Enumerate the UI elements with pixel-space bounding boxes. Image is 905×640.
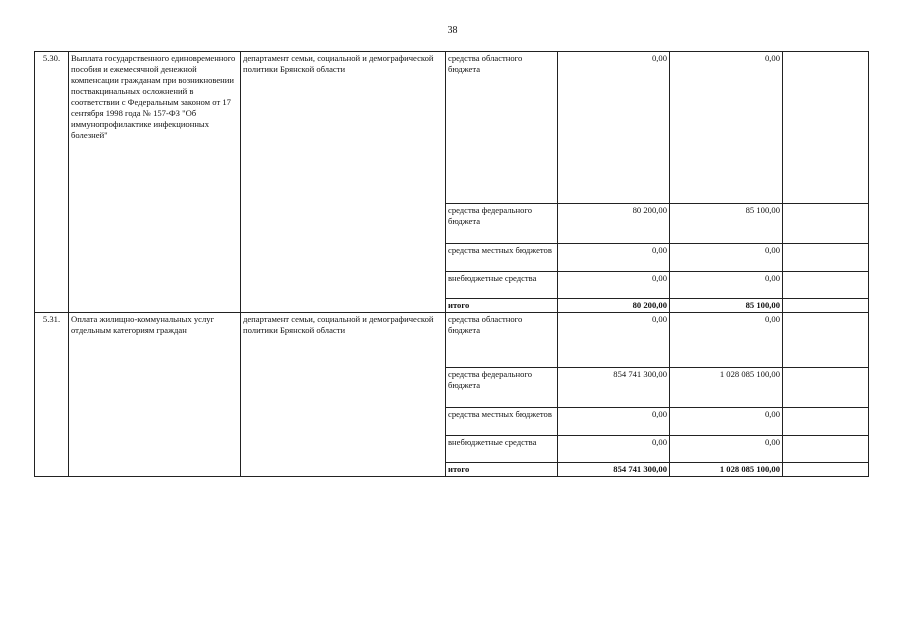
amount-year-1: 0,00 (558, 272, 670, 299)
total-year-1: 854 741 300,00 (558, 463, 670, 477)
amount-year-2: 0,00 (670, 313, 783, 368)
amount-year-1: 0,00 (558, 408, 670, 436)
item-number: 5.30. (35, 52, 69, 313)
amount-year-1: 0,00 (558, 52, 670, 204)
empty-cell (783, 408, 869, 436)
source-label: средства областного бюджета (446, 52, 558, 204)
table-row (35, 52, 869, 204)
item-name: Выплата государственного единовременного пособия и ежемесячной денежной компенсации гражданам при возникновении поствакцинальных осложнений в соответствии с Федеральным законом от 17 сентября 1998 года № 157-ФЗ "Об иммунопрофилактике инфекционных болезней" (69, 52, 241, 313)
amount-year-2: 0,00 (670, 408, 783, 436)
amount-year-2: 0,00 (670, 52, 783, 204)
funding-table (34, 51, 869, 477)
amount-year-1: 854 741 300,00 (558, 368, 670, 408)
amount-year-2: 0,00 (670, 436, 783, 463)
empty-cell (783, 368, 869, 408)
item-executor: департамент семьи, социальной и демографической политики Брянской области (241, 313, 446, 477)
total-year-2: 1 028 085 100,00 (670, 463, 783, 477)
amount-year-2: 0,00 (670, 244, 783, 272)
source-label: внебюджетные средства (446, 436, 558, 463)
source-label: средства местных бюджетов (446, 408, 558, 436)
amount-year-1: 80 200,00 (558, 204, 670, 244)
empty-cell (783, 52, 869, 204)
amount-year-1: 0,00 (558, 313, 670, 368)
amount-year-2: 85 100,00 (670, 204, 783, 244)
item-number: 5.31. (35, 313, 69, 477)
empty-cell (783, 272, 869, 299)
empty-cell (783, 244, 869, 272)
amount-year-1: 0,00 (558, 436, 670, 463)
source-label: внебюджетные средства (446, 272, 558, 299)
source-label: средства областного бюджета (446, 313, 558, 368)
total-label: итого (446, 463, 558, 477)
source-label: средства местных бюджетов (446, 244, 558, 272)
source-label: средства федерального бюджета (446, 204, 558, 244)
amount-year-2: 1 028 085 100,00 (670, 368, 783, 408)
table-row (35, 313, 869, 368)
amount-year-2: 0,00 (670, 272, 783, 299)
empty-cell (783, 463, 869, 477)
page-number: 38 (447, 25, 458, 36)
source-label: средства федерального бюджета (446, 368, 558, 408)
total-year-1: 80 200,00 (558, 299, 670, 313)
amount-year-1: 0,00 (558, 244, 670, 272)
total-year-2: 85 100,00 (670, 299, 783, 313)
total-label: итого (446, 299, 558, 313)
empty-cell (783, 299, 869, 313)
empty-cell (783, 313, 869, 368)
empty-cell (783, 204, 869, 244)
empty-cell (783, 436, 869, 463)
item-name: Оплата жилищно-коммунальных услуг отдельным категориям граждан (69, 313, 241, 477)
item-executor: департамент семьи, социальной и демографической политики Брянской области (241, 52, 446, 313)
